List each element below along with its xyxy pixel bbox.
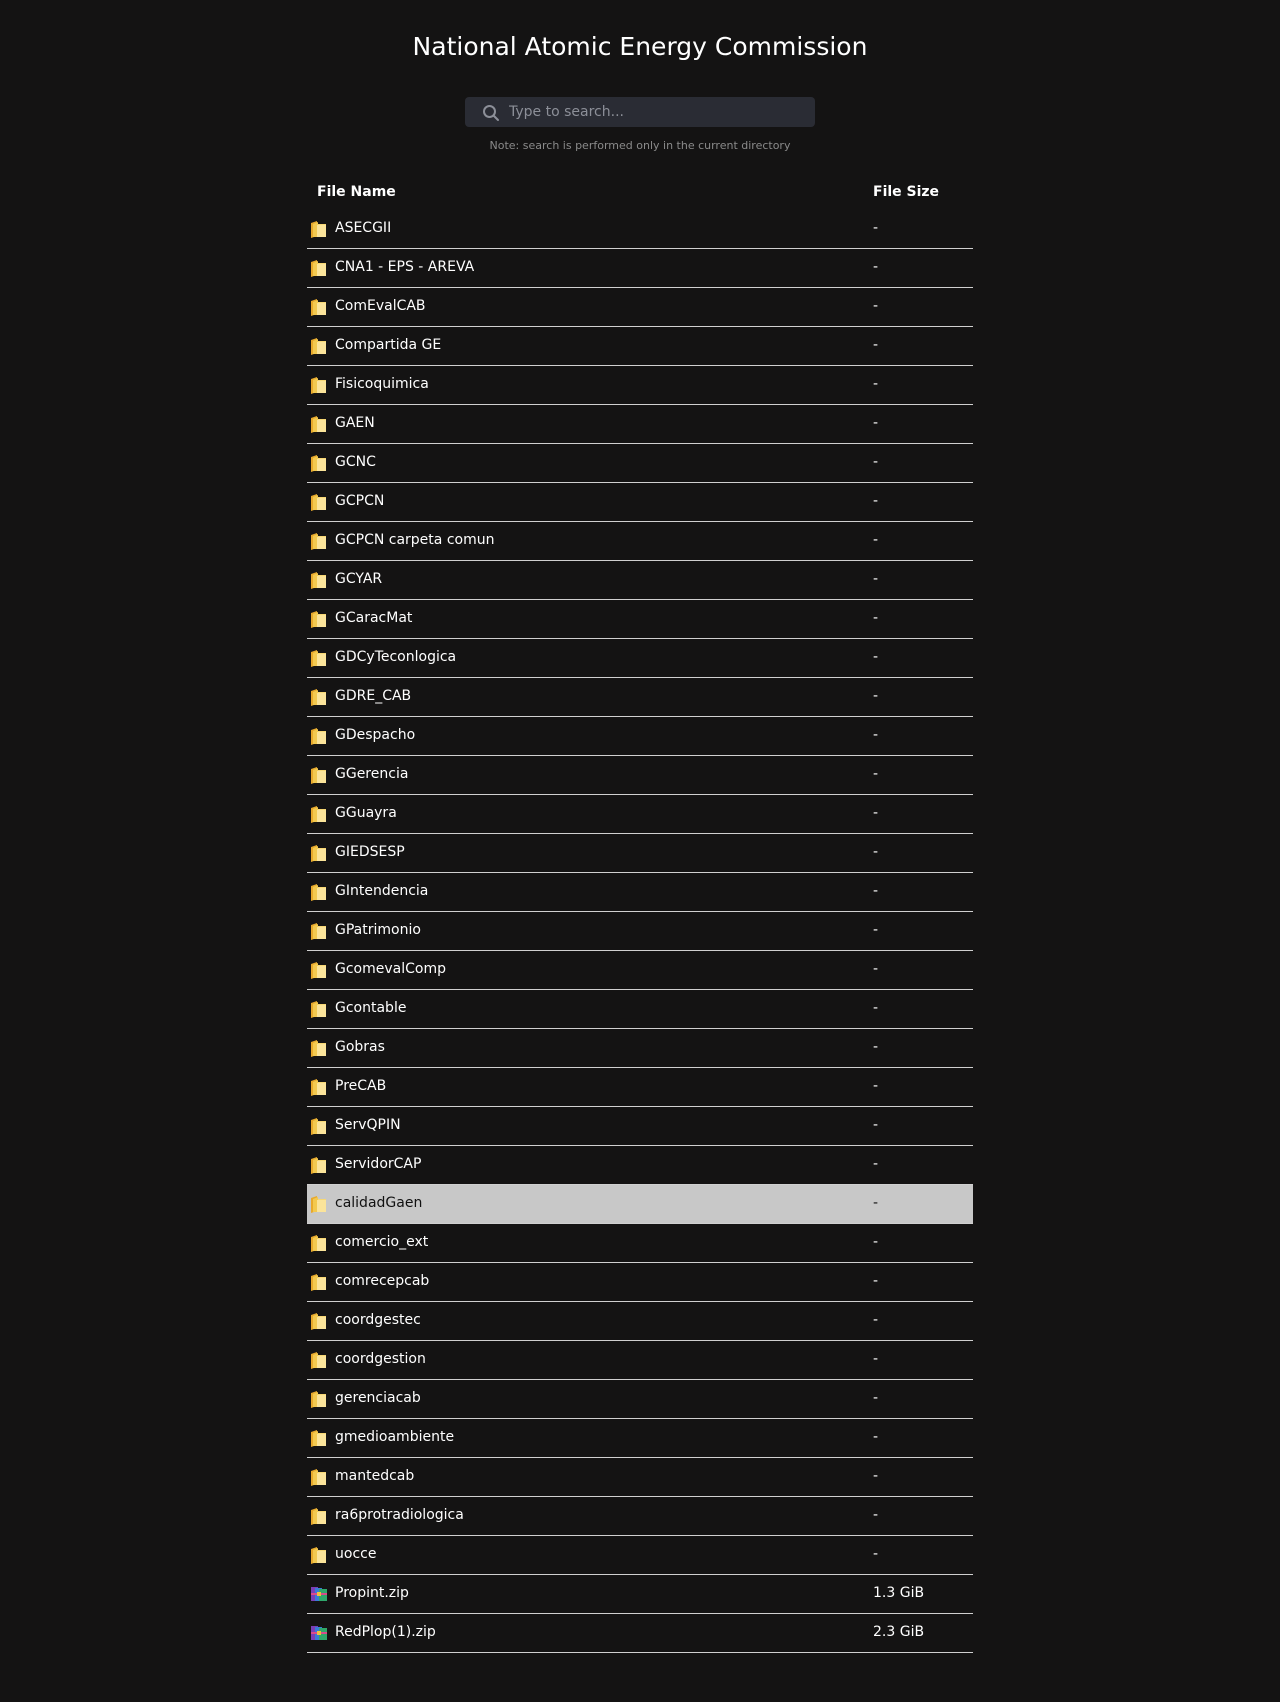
file-size: - [873, 298, 879, 314]
file-size: - [873, 1234, 879, 1250]
file-size: - [873, 961, 879, 977]
file-name-link[interactable]: GGerencia [335, 766, 409, 782]
file-name-link[interactable]: GCYAR [335, 571, 383, 587]
file-name-link[interactable]: ra6protradiologica [335, 1507, 464, 1523]
file-name-link[interactable]: gmedioambiente [335, 1429, 455, 1445]
file-name-link[interactable]: Gobras [335, 1039, 385, 1055]
file-size: - [873, 259, 879, 275]
table-row[interactable] [307, 1458, 973, 1497]
file-size: - [873, 337, 879, 353]
file-name-link[interactable]: gerenciacab [335, 1390, 421, 1406]
table-row[interactable] [307, 327, 973, 366]
file-size: - [873, 805, 879, 821]
folder-icon [309, 726, 329, 746]
folder-icon [309, 375, 329, 395]
file-name-link[interactable]: GCaracMat [335, 610, 413, 626]
folder-icon [309, 297, 329, 317]
file-size: - [873, 1507, 879, 1523]
table-row[interactable] [307, 249, 973, 288]
file-name-link[interactable]: calidadGaen [335, 1195, 423, 1211]
file-name-link[interactable]: Propint.zip [335, 1585, 409, 1601]
file-size: - [873, 1390, 879, 1406]
table-row[interactable] [307, 717, 973, 756]
file-table [307, 175, 973, 1653]
file-size: - [873, 1000, 879, 1016]
folder-icon [309, 531, 329, 551]
table-row[interactable] [307, 1497, 973, 1536]
file-size: - [873, 454, 879, 470]
file-size: - [873, 610, 879, 626]
table-row[interactable] [307, 834, 973, 873]
table-row[interactable] [307, 1302, 973, 1341]
file-size: - [873, 1312, 879, 1328]
file-size: - [873, 220, 879, 236]
file-name-link[interactable]: PreCAB [335, 1078, 387, 1094]
search-note: Note: search is performed only in the current directory [489, 139, 791, 152]
folder-icon [309, 1350, 329, 1370]
folder-icon [309, 1155, 329, 1175]
folder-icon [309, 1233, 329, 1253]
table-row[interactable] [307, 1614, 973, 1653]
table-row[interactable] [307, 951, 973, 990]
file-size: - [873, 766, 879, 782]
folder-icon [309, 1389, 329, 1409]
table-row[interactable] [307, 795, 973, 834]
file-size: - [873, 727, 879, 743]
table-header [307, 175, 973, 210]
archive-icon [309, 1623, 329, 1643]
file-size: - [873, 1039, 879, 1055]
search-icon [482, 104, 500, 122]
file-name-link[interactable]: GcomevalComp [335, 961, 446, 977]
folder-icon [309, 1272, 329, 1292]
file-name-link[interactable]: GDRE_CAB [335, 688, 412, 704]
search-input[interactable] [509, 97, 805, 127]
table-row[interactable] [307, 912, 973, 951]
folder-icon [309, 258, 329, 278]
file-size: - [873, 688, 879, 704]
folder-icon [309, 687, 329, 707]
table-row[interactable] [307, 366, 973, 405]
file-size: - [873, 1429, 879, 1445]
search-box[interactable] [465, 97, 815, 127]
column-header-file-name[interactable]: File Name [317, 184, 396, 200]
folder-icon [309, 1311, 329, 1331]
file-size: - [873, 376, 879, 392]
file-name-link[interactable]: coordgestec [335, 1312, 421, 1328]
table-row[interactable] [307, 1185, 973, 1224]
table-row[interactable] [307, 1341, 973, 1380]
table-row[interactable] [307, 1146, 973, 1185]
file-name-link[interactable]: ASECGII [335, 220, 392, 236]
page-title: National Atomic Energy Commission [412, 32, 868, 61]
table-row[interactable] [307, 1029, 973, 1068]
file-name-link[interactable]: GCPCN carpeta comun [335, 532, 495, 548]
file-name-link[interactable]: mantedcab [335, 1468, 415, 1484]
file-name-link[interactable]: ServQPIN [335, 1117, 401, 1133]
table-row[interactable] [307, 405, 973, 444]
table-row[interactable] [307, 1419, 973, 1458]
folder-icon [309, 1116, 329, 1136]
file-name-link[interactable]: GCPCN [335, 493, 385, 509]
file-name-link[interactable]: uocce [335, 1546, 377, 1562]
table-row[interactable] [307, 1575, 973, 1614]
folder-icon [309, 1506, 329, 1526]
folder-icon [309, 999, 329, 1019]
folder-icon [309, 921, 329, 941]
table-row[interactable] [307, 1263, 973, 1302]
table-row[interactable] [307, 444, 973, 483]
folder-icon [309, 219, 329, 239]
folder-icon [309, 843, 329, 863]
file-size: - [873, 922, 879, 938]
file-name-link[interactable]: GGuayra [335, 805, 397, 821]
file-size: - [873, 1351, 879, 1367]
table-row[interactable] [307, 1536, 973, 1575]
table-row[interactable] [307, 1380, 973, 1419]
file-name-link[interactable]: GIEDSESP [335, 844, 405, 860]
folder-icon [309, 1194, 329, 1214]
table-row[interactable] [307, 483, 973, 522]
table-row[interactable] [307, 600, 973, 639]
file-name-link[interactable]: Gcontable [335, 1000, 407, 1016]
table-row[interactable] [307, 1068, 973, 1107]
file-size: - [873, 493, 879, 509]
folder-icon [309, 414, 329, 434]
folder-icon [309, 804, 329, 824]
archive-icon [309, 1584, 329, 1604]
folder-icon [309, 336, 329, 356]
table-row[interactable] [307, 561, 973, 600]
file-name-link[interactable]: GCNC [335, 454, 376, 470]
file-size: - [873, 649, 879, 665]
folder-icon [309, 1545, 329, 1565]
folder-icon [309, 492, 329, 512]
table-row[interactable] [307, 288, 973, 327]
table-row[interactable] [307, 678, 973, 717]
table-row[interactable] [307, 522, 973, 561]
file-size: 2.3 GiB [873, 1624, 925, 1640]
file-name-link[interactable]: CNA1 - EPS - AREVA [335, 259, 475, 275]
file-size: - [873, 844, 879, 860]
file-name-link[interactable]: comrecepcab [335, 1273, 430, 1289]
folder-icon [309, 1428, 329, 1448]
file-size: - [873, 415, 879, 431]
file-size: - [873, 1468, 879, 1484]
file-size: - [873, 571, 879, 587]
file-size: - [873, 532, 879, 548]
table-row[interactable] [307, 1224, 973, 1263]
folder-icon [309, 453, 329, 473]
file-name-link[interactable]: GAEN [335, 415, 375, 431]
file-name-link[interactable]: comercio_ext [335, 1234, 429, 1250]
file-size: - [873, 1546, 879, 1562]
folder-icon [309, 960, 329, 980]
file-size: - [873, 1117, 879, 1133]
file-name-link[interactable]: GIntendencia [335, 883, 429, 899]
folder-icon [309, 1038, 329, 1058]
folder-icon [309, 570, 329, 590]
file-size: - [873, 883, 879, 899]
file-size: - [873, 1273, 879, 1289]
file-list [307, 210, 973, 1653]
file-size: - [873, 1195, 879, 1211]
table-row[interactable] [307, 756, 973, 795]
folder-icon [309, 882, 329, 902]
folder-icon [309, 1467, 329, 1487]
file-size: - [873, 1156, 879, 1172]
folder-icon [309, 765, 329, 785]
file-size: 1.3 GiB [873, 1585, 925, 1601]
table-row[interactable] [307, 1107, 973, 1146]
table-row[interactable] [307, 990, 973, 1029]
file-name-link[interactable]: GPatrimonio [335, 922, 421, 938]
file-name-link[interactable]: Fisicoquimica [335, 376, 429, 392]
column-header-file-size[interactable]: File Size [873, 184, 940, 200]
file-name-link[interactable]: GDespacho [335, 727, 416, 743]
folder-icon [309, 648, 329, 668]
file-name-link[interactable]: ComEvalCAB [335, 298, 426, 314]
file-name-link[interactable]: ServidorCAP [335, 1156, 422, 1172]
file-name-link[interactable]: Compartida GE [335, 337, 442, 353]
file-size: - [873, 1078, 879, 1094]
folder-icon [309, 1077, 329, 1097]
table-row[interactable] [307, 639, 973, 678]
table-row[interactable] [307, 873, 973, 912]
table-row[interactable] [307, 210, 973, 249]
file-name-link[interactable]: GDCyTeconlogica [335, 649, 457, 665]
file-name-link[interactable]: coordgestion [335, 1351, 426, 1367]
file-name-link[interactable]: RedPlop(1).zip [335, 1624, 436, 1640]
folder-icon [309, 609, 329, 629]
